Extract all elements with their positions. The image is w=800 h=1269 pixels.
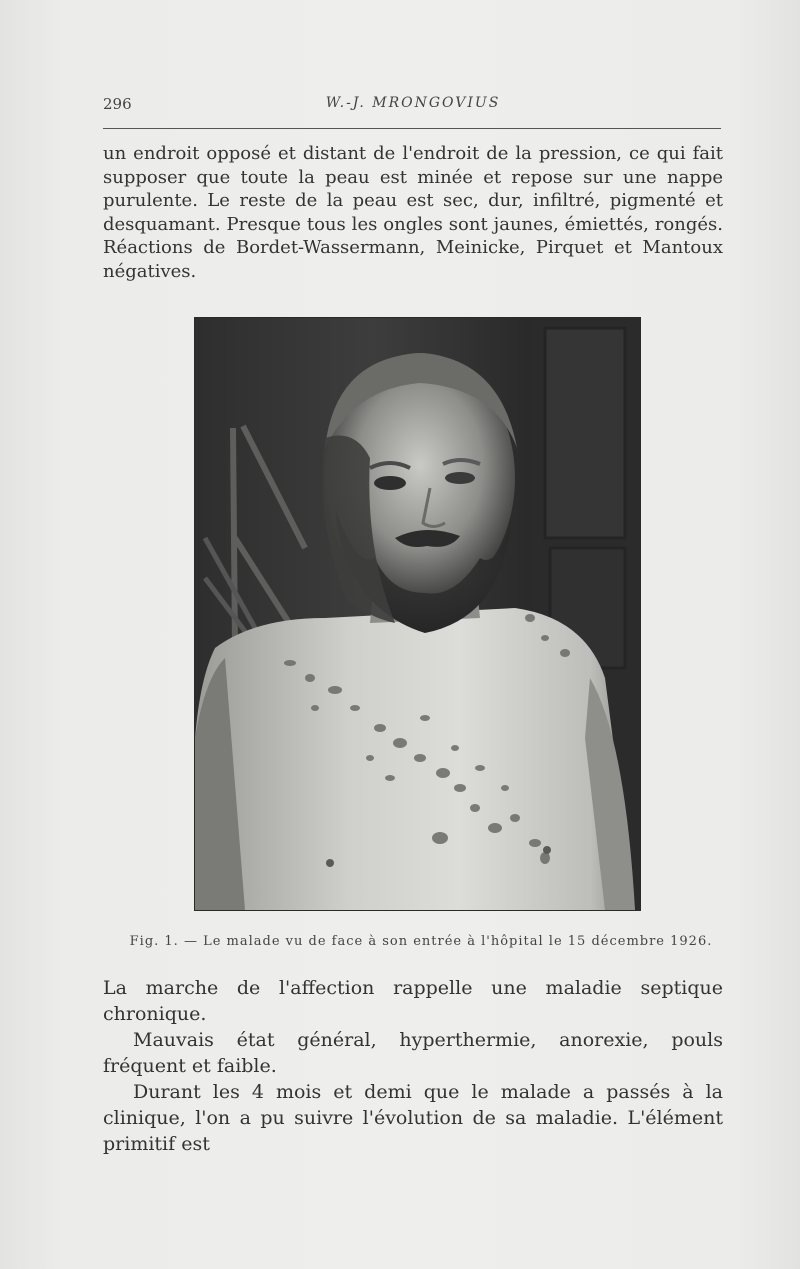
photograph-image [195, 318, 640, 910]
patient-photograph [195, 318, 640, 910]
body-paragraph-2: Mauvais état général, hyperthermie, anorexie, pouls fréquent et faible. [103, 1029, 723, 1077]
body-paragraphs [103, 975, 723, 1157]
body-paragraph-3: Durant les 4 mois et demi que le malade a passés à la clinique, l'on a pu suivre l'évolution de sa maladie. L'élément primitif est [103, 1081, 723, 1155]
body-paragraph-1: La marche de l'affection rappelle une maladie septique chronique. [103, 977, 723, 1025]
header-rule [103, 128, 721, 129]
running-head [103, 95, 723, 115]
running-title: W.-J. MRONGOVIUS [325, 95, 501, 111]
page-number: 296 [103, 95, 132, 113]
figure-caption: Fig. 1. — Le malade vu de face à son entrée à l'hôpital le 15 décembre 1926. [129, 934, 713, 949]
intro-paragraph: un endroit opposé et distant de l'endroit de la pression, ce qui fait supposer que toute la peau est minée et repose sur une nappe purulente. Le reste de la peau est sec, dur, infiltré, pigmenté et desquamant. Presque tous les ongles sont jaunes, émiettés, rongés. Réactions de Bordet-Wassermann, Meinicke, Pirquet et Mantoux négatives. [103, 143, 723, 282]
